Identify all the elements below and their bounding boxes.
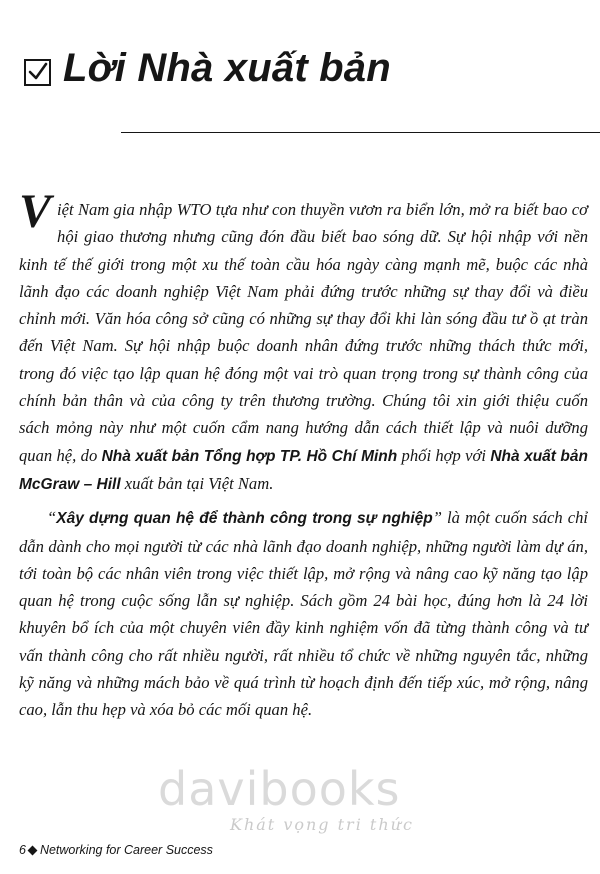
page-footer xyxy=(19,843,213,857)
diamond-icon xyxy=(28,845,38,855)
page-number: 6 xyxy=(19,843,26,857)
paragraph-1-text-a: iệt Nam gia nhập WTO tựa như con thuyền vươn ra biển lớn, mở ra biết bao cơ hội giao thương nhưng cũng đón đầu biết bao sóng dữ. Sự hội nhập với nền kinh tế thế giới trong một xu thế toàn cầu hóa ngày càng mạnh mẽ, buộc các nhà lãnh đạo các doanh nghiệp Việt Nam phải đứng trước những sự thay đổi và điều chỉnh mới. Văn hóa công sở cũng có những sự thay đổi khi làn sóng đầu tư ồ ạt tràn đến Việt Nam. Sự hội nhập buộc doanh nhân đứng trước những thách thức mới, trong đó việc tạo lập quan hệ đóng một vai trò quan trọng trong sự thành công của chính bản thân và của công ty trên thương trường. Chúng tôi xin giới thiệu cuốn sách mỏng này như một cuốn cẩm nang hướng dẫn cách thiết lập và nuôi dưỡng quan hệ, do xyxy=(19,200,588,465)
chapter-heading xyxy=(24,40,391,96)
paragraph-2 xyxy=(19,504,588,723)
watermark-brand: davibooks xyxy=(158,762,401,816)
drop-cap: V xyxy=(19,185,52,238)
paragraph-1-text-c: xuất bản tại Việt Nam. xyxy=(120,473,274,493)
paragraph-2-text: ” là một cuốn sách chỉ dẫn dành cho mọi người từ các nhà lãnh đạo doanh nghiệp, những người làm dự án, tới toàn bộ các nhân viên trong việc thiết lập, mở rộng và nâng cao kỹ năng tạo lập quan hệ trong cuộc sống lẫn sự nghiệp. Sách gồm 24 bài học, đúng hơn là 24 lời khuyên bổ ích của một chuyên viên đầy kinh nghiệm vốn đã từng thành công và tư vấn thành công cho rất nhiều người, rất nhiều tổ chức về những nguyên tắc, những kỹ năng và những mách bảo về quá trình từ hoạch định đến tiếp xúc, mở rộng, nâng cao, lẫn thu hẹp và xóa bỏ các mối quan hệ. xyxy=(19,508,588,720)
paragraph-1 xyxy=(19,185,588,498)
checkbox-checked-icon xyxy=(24,59,51,86)
page-title: Lời Nhà xuất bản xyxy=(63,45,391,90)
publisher-name-2: Nhà xuất bản McGraw – Hill xyxy=(19,447,588,493)
open-quote: “ xyxy=(47,508,57,528)
heading-divider xyxy=(121,132,600,133)
publisher-name-1: Nhà xuất bản Tổng hợp TP. Hồ Chí Minh xyxy=(101,447,398,465)
paragraph-1-text-b: phối hợp với xyxy=(397,445,491,465)
watermark-tagline: Khát vọng tri thức xyxy=(230,815,414,834)
book-title-vi: Xây dựng quan hệ để thành công trong sự nghiệp xyxy=(56,510,433,528)
running-title: Networking for Career Success xyxy=(39,843,213,857)
body-text xyxy=(19,185,588,724)
